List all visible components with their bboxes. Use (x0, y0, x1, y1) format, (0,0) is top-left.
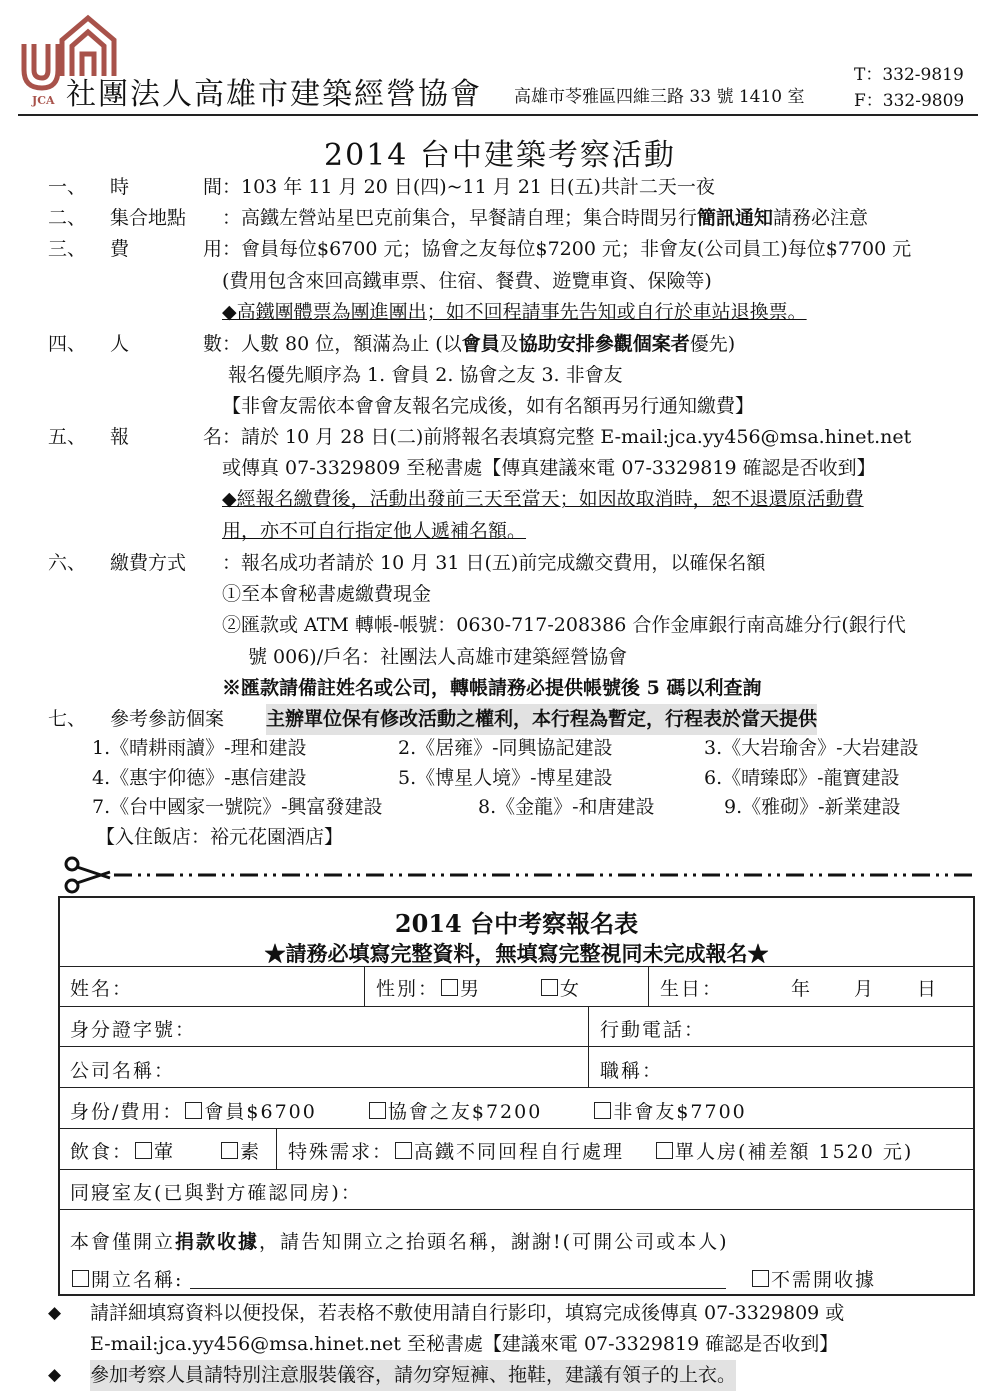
no-receipt-checkbox[interactable] (752, 1270, 769, 1287)
section-label: 報 名 (110, 426, 222, 448)
section-text: 報名優先順序為 1. 會員 2. 協會之友 3. 非會友 (228, 364, 623, 387)
diamond-icon: ◆ (48, 1303, 62, 1323)
list-item: 5.《博星人境》-博星建設 (398, 766, 613, 789)
section-text: 或傳真 07-3329809 至秘書處【傳真建議來電 07-3329819 確認是否收到】 (222, 457, 876, 480)
letterhead (18, 14, 978, 118)
section-label: 時 間 (110, 176, 222, 198)
diamond-icon: ◆ (48, 1365, 62, 1385)
section-number: 五、 (48, 426, 87, 448)
diet-field: 飲食： 葷 素 (70, 1141, 262, 1163)
mobile-field[interactable]: 行動電話： (600, 1019, 706, 1041)
receipt-name-line[interactable] (190, 1288, 726, 1289)
section-number: 四、 (48, 333, 87, 355)
section-label: 參考參訪個案 (110, 708, 225, 730)
section-visits (48, 704, 998, 735)
receipt-name-field: 開立名稱: (70, 1265, 183, 1292)
section-number: 一、 (48, 176, 87, 198)
address: 高雄市苓雅區四維三路 33 號 1410 室 (514, 87, 805, 107)
list-item: 2.《居雍》-同興協記建設 (398, 737, 613, 759)
roommate-field[interactable]: 同寢室友(已與對方確認同房)： (70, 1182, 362, 1204)
section-text: ②匯款或 ATM 轉帳-帳號：0630-717-208386 合作金庫銀行南高雄分行(銀行代 (222, 614, 906, 637)
no-receipt-field: 不需開收據 (750, 1265, 876, 1292)
contact-numbers (854, 62, 964, 114)
cut-line (62, 856, 978, 896)
section-text: ※匯款請備註姓名或公司，轉帳請務必提供帳號後 5 碼以利查詢 (222, 676, 762, 699)
section-headcount (48, 329, 998, 423)
section-registration (48, 422, 998, 547)
id-number-field[interactable]: 身分證字號： (70, 1019, 197, 1041)
organization-name: 社團法人高雄市建築經營協會 (66, 77, 482, 112)
hsr-self-checkbox[interactable] (395, 1142, 412, 1159)
section-number: 二、 (48, 207, 87, 230)
case-list (92, 734, 984, 852)
section-text: 號 006)/戶名：社團法人高雄市建築經營協會 (248, 645, 628, 668)
company-field[interactable]: 公司名稱： (70, 1060, 176, 1082)
list-item: 3.《大岩瑜舍》-大岩建設 (704, 737, 919, 759)
list-item: 4.《惠宇仰德》-惠信建設 (92, 766, 307, 789)
fax: F：332-9809 (854, 91, 965, 111)
birthday-field[interactable]: 生日： 年 月 日 (660, 978, 939, 1000)
identity-fee-field: 身份/費用： 會員$6700 協會之友$7200 非會友$7700 (70, 1101, 747, 1123)
section-text: ：103 年 11 月 20 日(四)~11 月 21 日(五)共計二天一夜 (222, 176, 715, 198)
section-highlight: 主辦單位保有修改活動之權利，本行程為暫定，行程表於當天提供 (266, 704, 817, 735)
list-item: 9.《雅砌》-新業建設 (724, 796, 901, 818)
section-number: 六、 (48, 552, 87, 574)
section-text: ：會員每位$6700 元；協會之友每位$7200 元；非會友(公司員工)每位$7700 元 (222, 238, 912, 261)
section-text: ：高鐵左營站星巴克前集合，早餐請自理；集合時間另行簡訊通知請務必注意 (222, 207, 869, 230)
gender-field: 性別： 男 女 (376, 978, 582, 1000)
job-title-field[interactable]: 職稱： (600, 1060, 664, 1082)
header-divider (18, 114, 978, 116)
non-member-checkbox[interactable] (594, 1102, 611, 1119)
note-text: E-mail:jca.yy456@msa.hinet.net 至秘書處【建議來電 07-3329819 確認是否收到】 (90, 1333, 839, 1355)
hotel-info: 【入住飯店：裕元花園酒店】 (96, 825, 344, 848)
scissors-icon (66, 858, 110, 892)
section-text: 【非會友需依本會會友報名完成後，如有名額再另行通知繳費】 (222, 395, 755, 418)
section-text: ◆高鐵團體票為團進團出；如不回程請事先告知或自行於車站退換票。 (222, 300, 807, 323)
note-text: 請詳細填寫資料以便投保，若表格不敷使用請自行影印，填寫完成後傳真 07-3329809 或 (90, 1302, 845, 1324)
male-checkbox[interactable] (441, 979, 458, 996)
form-title: 2014 台中考察報名表 (394, 909, 639, 938)
section-label: 費 用 (110, 238, 222, 261)
name-field[interactable]: 姓名： (70, 978, 134, 1000)
telephone: T：332-9819 (854, 65, 964, 85)
member-checkbox[interactable] (185, 1102, 202, 1119)
form-subtitle: ★請務必填寫完整資料，無填寫完整視同未完成報名★ (264, 941, 769, 966)
special-needs-field: 特殊需求： 高鐵不同回程自行處理 單人房(補差額 1520 元) (288, 1141, 914, 1163)
section-text: ：人數 80 位，額滿為止 (以會員及協助安排參觀個案者優先) (222, 333, 736, 355)
registration-form (58, 896, 975, 1296)
friend-checkbox[interactable] (369, 1102, 386, 1119)
note-text: 參加考察人員請特別注意服裝儀容，請勿穿短褲、拖鞋，建議有領子的上衣。 (90, 1360, 736, 1391)
section-number: 七、 (48, 708, 87, 730)
section-payment (48, 548, 998, 704)
vegetarian-checkbox[interactable] (221, 1142, 238, 1159)
receipt-note: 本會僅開立捐款收據，請告知開立之抬頭名稱，謝謝!(可開公司或本人) (70, 1231, 729, 1253)
receipt-name-checkbox[interactable] (72, 1270, 89, 1287)
section-label: 人 數 (110, 333, 222, 355)
section-label: 繳費方式 (110, 552, 187, 574)
section-time (48, 172, 998, 328)
section-label: 集合地點 (110, 207, 187, 230)
list-item: 7.《台中國家一號院》-興富發建設 (92, 796, 383, 818)
section-text: ◆經報名繳費後，活動出發前三天至當天；如因故取消時，恕不退還原活動費 (222, 488, 864, 511)
logo-text: JCA (32, 94, 55, 107)
section-text: 用，亦不可自行指定他人遞補名額。 (222, 519, 527, 542)
list-item: 8.《金龍》-和唐建設 (478, 796, 655, 818)
list-item: 1.《晴耕雨讀》-理和建設 (92, 737, 307, 759)
document-title: 2014 台中建築考察活動 (324, 138, 676, 173)
meat-checkbox[interactable] (135, 1142, 152, 1159)
female-checkbox[interactable] (541, 979, 558, 996)
section-text: (費用包含來回高鐵車票、住宿、餐費、遊覽車資、保險等) (222, 269, 712, 292)
section-number: 三、 (48, 238, 87, 261)
single-room-checkbox[interactable] (656, 1142, 673, 1159)
section-text: ：請於 10 月 28 日(二)前將報名表填寫完整 E-mail:jca.yy456@msa.hinet.net (222, 426, 912, 448)
section-text: ①至本會秘書處繳費現金 (222, 583, 432, 606)
footer-notes (48, 1298, 988, 1391)
list-item: 6.《晴臻邸》-龍寶建設 (704, 766, 900, 789)
section-text: ：報名成功者請於 10 月 31 日(五)前完成繳交費用，以確保名額 (222, 552, 766, 574)
